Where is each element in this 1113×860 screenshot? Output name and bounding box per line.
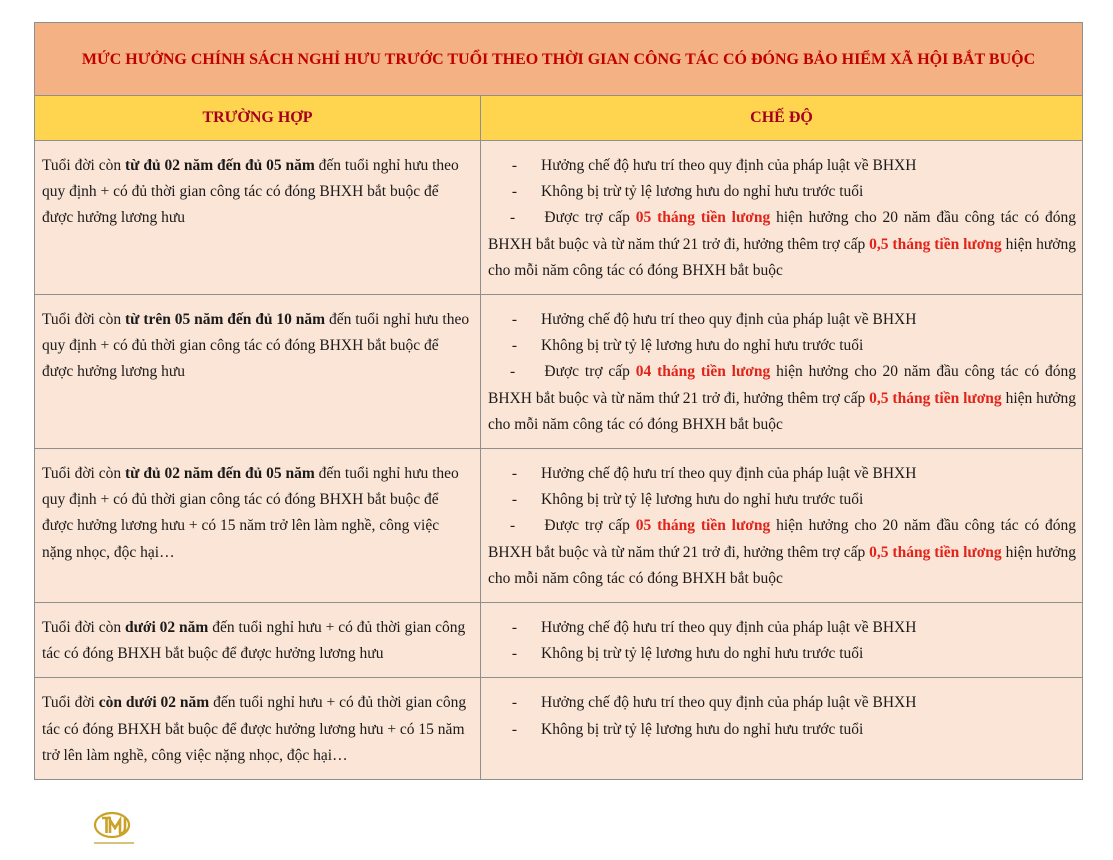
regime-cell [481,678,1083,780]
list-item: - Không bị trừ tỷ lệ lương hưu do nghỉ hưu trước tuổi [511,720,864,738]
table-title: MỨC HƯỞNG CHÍNH SÁCH NGHỈ HƯU TRƯỚC TUỔI THEO THỜI GIAN CÔNG TÁC CÓ ĐÓNG BẢO HIỂM XÃ HỘI BẮT BUỘC [35,23,1083,96]
list-item: - Không bị trừ tỷ lệ lương hưu do nghỉ hưu trước tuổi [511,645,864,663]
list-item: - Không bị trừ tỷ lệ lương hưu do nghỉ hưu trước tuổi [511,491,864,509]
list-item: - Được trợ cấp 05 tháng tiền lương hiện hưởng cho 20 năm đầu công tác có đóng BHXH bắt buộc và từ năm thứ 21 trở đi, hưởng thêm trợ cấp 0,5 tháng tiền lương hiện hưởng cho mỗi năm công tác có đóng BHXH bắt buộc [488,209,1077,279]
list-item: - Hưởng chế độ hưu trí theo quy định của pháp luật về BHXH [511,694,917,712]
regime-cell [481,141,1083,295]
case-cell: Tuổi đời còn từ đủ 02 năm đến đủ 05 năm đến tuổi nghỉ hưu theo quy định + có đủ thời gian công tác có đóng BHXH bắt buộc để được hưởng lương hưu [35,141,481,295]
list-item: - Không bị trừ tỷ lệ lương hưu do nghỉ hưu trước tuổi [511,183,864,201]
list-item: - Hưởng chế độ hưu trí theo quy định của pháp luật về BHXH [511,465,917,483]
brand-logo [88,808,148,852]
case-cell: Tuổi đời còn từ trên 05 năm đến đủ 10 năm đến tuổi nghỉ hưu theo quy định + có đủ thời gian công tác có đóng BHXH bắt buộc để được hưởng lương hưu [35,295,481,449]
list-item: - Không bị trừ tỷ lệ lương hưu do nghỉ hưu trước tuổi [511,337,864,355]
table-row [35,295,1083,449]
table-row [35,603,1083,678]
list-item: - Hưởng chế độ hưu trí theo quy định của pháp luật về BHXH [511,619,917,637]
regime-cell [481,295,1083,449]
regime-cell [481,603,1083,678]
header-regime: CHẾ ĐỘ [481,96,1083,141]
table-row [35,678,1083,780]
list-item: - Hưởng chế độ hưu trí theo quy định của pháp luật về BHXH [511,311,917,329]
list-item: - Được trợ cấp 04 tháng tiền lương hiện hưởng cho 20 năm đầu công tác có đóng BHXH bắt buộc và từ năm thứ 21 trở đi, hưởng thêm trợ cấp 0,5 tháng tiền lương hiện hưởng cho mỗi năm công tác có đóng BHXH bắt buộc [488,363,1077,433]
table-row [35,449,1083,603]
list-item: - Được trợ cấp 05 tháng tiền lương hiện hưởng cho 20 năm đầu công tác có đóng BHXH bắt buộc và từ năm thứ 21 trở đi, hưởng thêm trợ cấp 0,5 tháng tiền lương hiện hưởng cho mỗi năm công tác có đóng BHXH bắt buộc [488,517,1077,587]
policy-table [34,22,1083,780]
header-case: TRƯỜNG HỢP [35,96,481,141]
list-item: - Hưởng chế độ hưu trí theo quy định của pháp luật về BHXH [511,157,917,174]
regime-cell [481,449,1083,603]
case-cell: Tuổi đời còn dưới 02 năm đến tuổi nghỉ hưu + có đủ thời gian công tác có đóng BHXH bắt buộc để được hưởng lương hưu [35,603,481,678]
case-cell: Tuổi đời còn từ đủ 02 năm đến đủ 05 năm đến tuổi nghỉ hưu theo quy định + có đủ thời gian công tác có đóng BHXH bắt buộc để được hưởng lương hưu + có 15 năm trở lên làm nghề, công việc nặng nhọc, độc hại… [35,449,481,603]
table-row [35,141,1083,295]
case-cell: Tuổi đời còn dưới 02 năm đến tuổi nghỉ hưu + có đủ thời gian công tác có đóng BHXH bắt buộc để được hưởng lương hưu + có 15 năm trở lên làm nghề, công việc nặng nhọc, độc hại… [35,678,481,780]
